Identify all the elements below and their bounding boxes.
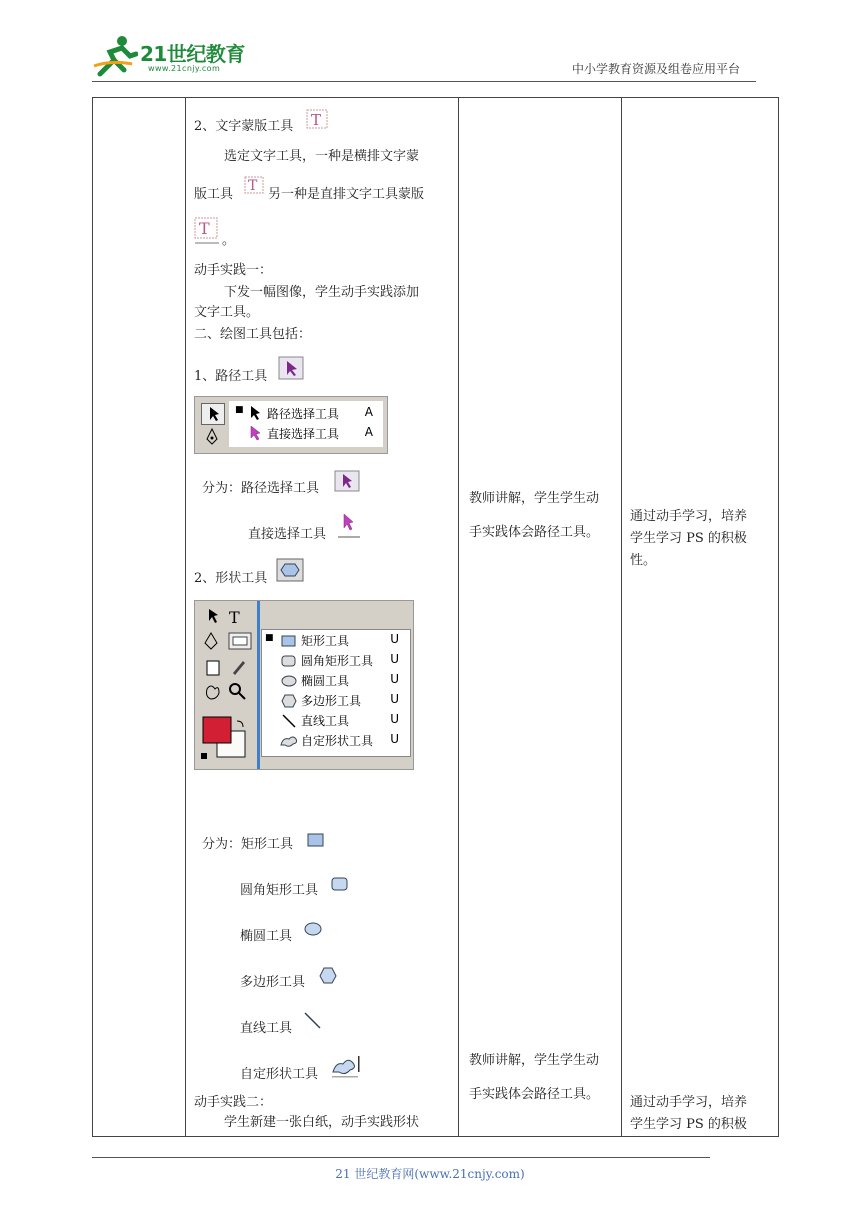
shortcut-key: U (390, 692, 399, 706)
menu-item-line[interactable] (265, 711, 405, 731)
logo-url: www.21cnjy.com (148, 64, 221, 73)
path-selection-tool-icon (278, 356, 306, 382)
paragraph: 通过动手学习，培养 (630, 509, 748, 524)
footer-divider (92, 1157, 710, 1158)
table-cell-content (186, 98, 459, 1137)
selected-bullet-icon: ■ (235, 405, 244, 415)
svg-text:T: T (311, 111, 322, 129)
shortcut-key: U (390, 652, 399, 666)
footer-text[interactable]: 21 世纪教育网(www.21cnjy.com) (335, 1167, 525, 1181)
menu-item-label: 多边形工具 (301, 694, 362, 708)
menu-item-label: 直线工具 (301, 714, 350, 728)
header-divider (92, 81, 756, 82)
paragraph: 二、绘图工具包括： (194, 327, 312, 342)
path-tool-button[interactable] (201, 403, 225, 425)
menu-item-label: 路径选择工具 (267, 407, 340, 421)
paragraph: 直线工具 (240, 1021, 293, 1036)
lesson-table (92, 97, 779, 1137)
rectangle-tool-icon (306, 832, 326, 850)
table-cell-design-intent (622, 98, 779, 1137)
paragraph: 动手实践二： (194, 1095, 273, 1110)
menu-item-path-select[interactable] (235, 403, 379, 423)
menu-item-direct-select[interactable] (235, 423, 379, 443)
custom-shape-tool-icon (330, 1054, 362, 1080)
pen-icon (201, 427, 223, 447)
menu-item-label: 圆角矩形工具 (301, 654, 374, 668)
svg-text:T: T (248, 178, 258, 194)
line-tool-icon (302, 1010, 324, 1032)
ellipse-icon (281, 674, 297, 688)
paragraph: 选定文字工具，一种是横排文字蒙 (224, 149, 420, 164)
paragraph: 分为：路径选择工具 (202, 481, 320, 496)
menu-item-ellipse[interactable] (265, 671, 405, 691)
paragraph: 教师讲解，学生学生动 (469, 491, 600, 506)
shortcut-key: A (364, 405, 373, 419)
paragraph: 2、形状工具 (194, 571, 268, 586)
menu-item-label: 自定形状工具 (301, 734, 374, 748)
arrow-icon (202, 404, 224, 424)
svg-text:T: T (229, 608, 240, 627)
paragraph: 1、路径工具 (194, 369, 268, 384)
line-icon (281, 714, 297, 728)
menu-item-polygon[interactable] (265, 691, 405, 711)
header-tagline: 中小学教育资源及组卷应用平台 (572, 62, 741, 76)
paragraph: 动手实践一： (194, 263, 273, 278)
paragraph: 手实践体会路径工具。 (469, 1087, 600, 1102)
paragraph: 直接选择工具 (248, 527, 327, 542)
logo-text: 21世纪教育 (140, 42, 245, 66)
paragraph: 手实践体会路径工具。 (469, 525, 600, 540)
paragraph: 通过动手学习，培养 (630, 1095, 748, 1110)
custom-shape-icon (279, 733, 299, 749)
paragraph: 圆角矩形工具 (240, 883, 319, 898)
vertical-type-mask-icon (194, 216, 224, 246)
menu-item-label: 椭圆工具 (301, 674, 350, 688)
paragraph: 版工具 (194, 187, 234, 202)
selected-bullet-icon: ■ (265, 633, 274, 643)
panel-edge (257, 601, 260, 769)
menu-item-custom-shape[interactable] (265, 731, 405, 751)
site-logo (92, 34, 262, 80)
menu-item-label: 直接选择工具 (267, 427, 340, 441)
ellipse-tool-icon (304, 920, 326, 938)
paragraph: 另一种是直排文字工具蒙版 (268, 187, 425, 202)
polygon-tool-icon (318, 966, 338, 986)
path-tool-flyout (194, 396, 388, 454)
shortcut-key: U (390, 712, 399, 726)
shape-tool-icon (276, 558, 306, 584)
menu-item-label: 矩形工具 (301, 634, 350, 648)
table-cell-empty (93, 98, 186, 1137)
shape-tool-flyout (194, 600, 414, 770)
paragraph: 椭圆工具 (240, 929, 293, 944)
path-selection-tool-icon (334, 470, 362, 494)
paragraph: 。 (222, 233, 236, 248)
black-arrow-icon (249, 405, 261, 421)
type-mask-tool-icon (306, 109, 330, 131)
paragraph: 文字工具。 (194, 305, 260, 320)
runner-logo-icon (92, 34, 138, 78)
table-cell-teacher-activity (459, 98, 622, 1137)
svg-text:T: T (199, 219, 210, 238)
white-arrow-icon (249, 425, 261, 441)
menu-item-rectangle[interactable] (265, 631, 405, 651)
paragraph: 学生学习 PS 的积极 (630, 1117, 747, 1132)
pen-tool-button[interactable] (201, 427, 223, 447)
polygon-icon (281, 694, 297, 708)
rounded-rectangle-icon (281, 654, 297, 668)
toolbox (199, 605, 253, 765)
paragraph: 2、文字蒙版工具 (194, 119, 294, 134)
shortcut-key: U (390, 732, 399, 746)
shortcut-key: U (390, 632, 399, 646)
paragraph: 学生学习 PS 的积极 (630, 531, 747, 546)
shortcut-key: A (364, 425, 373, 439)
paragraph: 自定形状工具 (240, 1067, 319, 1082)
direct-selection-tool-icon (336, 512, 362, 542)
rectangle-icon (281, 634, 297, 648)
paragraph: 下发一幅图像，学生动手实践添加 (224, 285, 420, 300)
paragraph: 教师讲解，学生学生动 (469, 1053, 600, 1068)
menu-item-rounded-rectangle[interactable] (265, 651, 405, 671)
toolbox-icons (199, 605, 255, 765)
horizontal-type-mask-icon (244, 176, 266, 198)
shortcut-key: U (390, 672, 399, 686)
paragraph: 学生新建一张白纸，动手实践形状 (224, 1115, 420, 1130)
paragraph: 性。 (630, 553, 657, 568)
paragraph: 分为：矩形工具 (202, 837, 294, 852)
paragraph: 多边形工具 (240, 975, 306, 990)
rounded-rectangle-tool-icon (330, 876, 350, 894)
